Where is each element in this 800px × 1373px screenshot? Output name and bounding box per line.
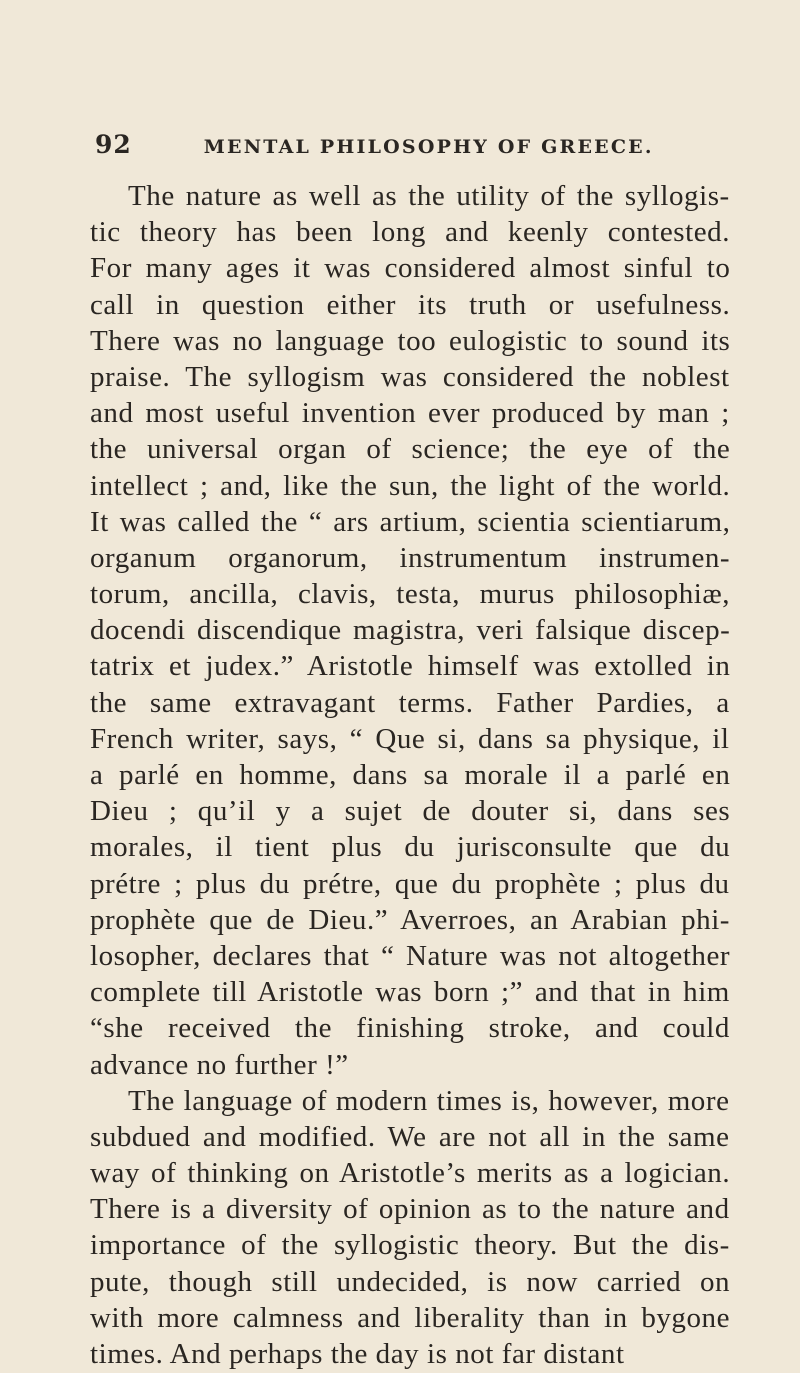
running-head (95, 130, 715, 159)
body-text (90, 178, 730, 1372)
text-line: French writer, says, “ Que si, dans sa physique, il (90, 722, 730, 755)
text-line: tic theory has been long and keenly contested. (90, 216, 730, 249)
text-line: “she received the finishing stroke, and could (90, 1012, 730, 1045)
text-line: For many ages it was considered almost sinful to (90, 252, 730, 285)
page-number: 92 (95, 130, 132, 159)
text-line: a parlé en homme, dans sa morale il a parlé en (90, 759, 730, 791)
text-line: the universal organ of science; the eye of the (90, 433, 730, 466)
text-line: way of thinking on Aristotle’s merits as a logician. (90, 1157, 730, 1190)
text-line: losopher, declares that “ Nature was not altogether (90, 939, 730, 972)
text-line: prophète que de Dieu.” Averroes, an Arabian phi- (90, 903, 730, 936)
text-line: morales, il tient plus du jurisconsulte que du (90, 831, 730, 864)
text-line: subdued and modified. We are not all in the same (90, 1120, 730, 1153)
text-line: prétre ; plus du prétre, que du prophète ; plus du (90, 867, 730, 900)
text-line: There was no language too eulogistic to sound its (90, 324, 730, 357)
paragraph (90, 178, 730, 1083)
text-line: torum, ancilla, clavis, testa, murus philosophiæ, (90, 578, 730, 611)
text-line: docendi discendique magistra, veri falsique discep- (90, 614, 730, 647)
text-line: The nature as well as the utility of the syllogis- (128, 180, 730, 212)
text-line: There is a diversity of opinion as to the nature and (90, 1193, 730, 1226)
text-line: It was called the “ ars artium, scientia scientiarum, (90, 505, 730, 538)
running-title: MENTAL PHILOSOPHY OF GREECE. (203, 136, 654, 158)
paragraph (90, 1083, 730, 1373)
text-line: intellect ; and, like the sun, the light of the world. (90, 469, 730, 502)
text-line: and most useful invention ever produced by man ; (90, 397, 730, 430)
text-line: importance of the syllogistic theory. But the dis- (90, 1229, 730, 1262)
text-line: pute, though still undecided, is now carried on (90, 1265, 730, 1298)
text-line: advance no further !” (90, 1048, 349, 1081)
text-line: Dieu ; qu’il y a sujet de douter si, dans ses (90, 795, 730, 828)
text-line: The language of modern times is, however, more (128, 1084, 730, 1117)
text-line: the same extravagant terms. Father Pardies, a (90, 686, 730, 719)
text-line: organum organorum, instrumentum instrumen- (90, 541, 730, 574)
text-line: praise. The syllogism was considered the noblest (90, 360, 730, 393)
text-line: complete till Aristotle was born ;” and that in him (90, 976, 730, 1009)
text-line: times. And perhaps the day is not far distant (90, 1338, 625, 1370)
text-line: call in question either its truth or usefulness. (90, 288, 730, 321)
text-line: tatrix et judex.” Aristotle himself was extolled in (90, 650, 730, 683)
text-line: with more calmness and liberality than in bygone (90, 1301, 730, 1334)
paragraph-container (90, 178, 730, 1372)
